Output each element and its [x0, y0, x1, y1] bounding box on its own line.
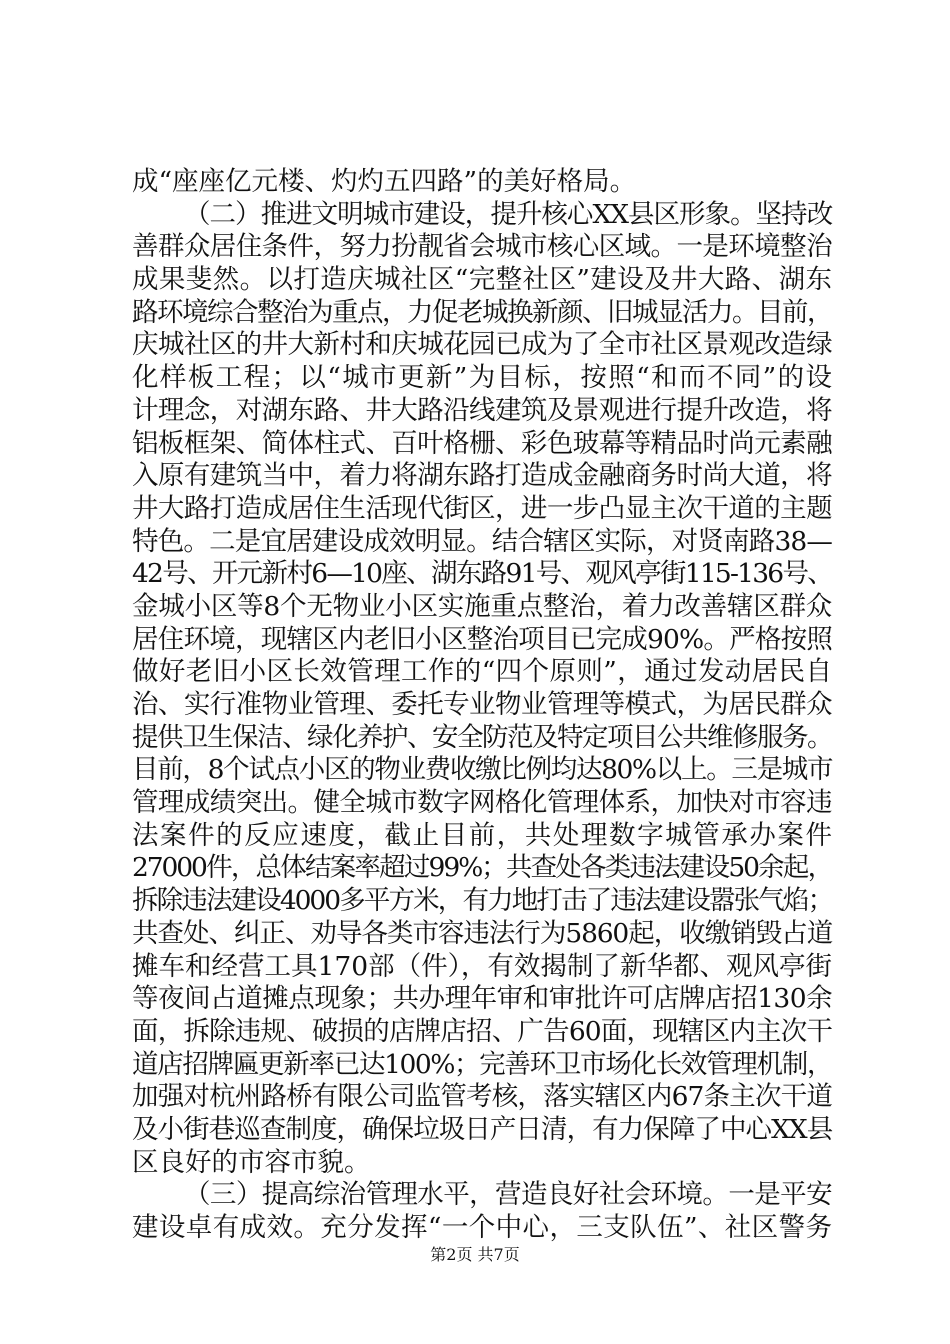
- text-line: 成果斐然。以打造庆城社区“完整社区”建设及井大路、湖东: [132, 264, 832, 296]
- text-line: 27000件，总体结案率超过99%；共查处各类违法建设50余起，: [132, 852, 832, 884]
- text-line: 居住环境，现辖区内老旧小区整治项目已完成90%。严格按照: [132, 623, 832, 655]
- text-line: 等夜间占道摊点现象；共办理年审和审批许可店牌店招130余: [132, 983, 832, 1015]
- text-line: 铝板框架、简体柱式、百叶格栅、彩色玻幕等精品时尚元素融: [132, 427, 832, 459]
- text-line: 井大路打造成居住生活现代街区，进一步凸显主次干道的主题: [132, 492, 832, 524]
- text-line: 计理念，对湖东路、井大路沿线建筑及景观进行提升改造，将: [132, 394, 832, 426]
- page-footer: 第2页 共7页: [430, 1245, 520, 1264]
- text-line: 金城小区等8个无物业小区实施重点整治，着力改善辖区群众: [132, 590, 832, 622]
- text-line: 提供卫生保洁、绿化养护、安全防范及特定项目公共维修服务。: [132, 721, 832, 753]
- text-line: 管理成绩突出。健全城市数字网格化管理体系，加快对市容违: [132, 787, 832, 819]
- document-body: [132, 166, 832, 1245]
- text-line: 拆除违法建设4000多平方米，有力地打击了违法建设嚣张气焰；: [132, 885, 832, 917]
- text-line: 治、实行准物业管理、委托专业物业管理等模式，为居民群众: [132, 689, 832, 720]
- text-line: 善群众居住条件，努力扮靓省会城市核心区域。一是环境整治: [132, 231, 832, 263]
- text-line: （三）提高综治管理水平，营造良好社会环境。一是平安: [184, 1179, 832, 1211]
- text-line: 成“座座亿元楼、灼灼五四路”的美好格局。: [132, 166, 637, 197]
- text-line: 化样板工程；以“城市更新”为目标，按照“和而不同”的设: [132, 362, 832, 394]
- text-line: 庆城社区的井大新村和庆城花园已成为了全市社区景观改造绿: [132, 329, 832, 361]
- text-line: 42号、开元新村6—10座、湖东路91号、观风亭街115-136号、: [132, 558, 832, 590]
- text-line: 加强对杭州路桥有限公司监管考核，落实辖区内67条主次干道: [132, 1081, 832, 1113]
- text-line: 面，拆除违规、破损的店牌店招、广告60面，现辖区内主次干: [132, 1015, 832, 1047]
- text-line: 摊车和经营工具170部（件），有效揭制了新华都、观风亭街: [132, 950, 832, 982]
- text-line: 入原有建筑当中，着力将湖东路打造成金融商务时尚大道，将: [132, 460, 832, 492]
- text-line: 区良好的市容市貌。: [132, 1146, 371, 1178]
- text-line: 及小街巷巡查制度，确保垃圾日产日清，有力保障了中心XX县: [132, 1113, 832, 1145]
- text-line: 做好老旧小区长效管理工作的“四个原则”，通过发动居民自: [132, 656, 832, 688]
- text-line: 建设卓有成效。充分发挥“一个中心，三支队伍”、社区警务: [132, 1212, 832, 1243]
- text-line: 共查处、纠正、劝导各类市容违法行为5860起，收缴销毁占道: [132, 917, 832, 949]
- text-line: 道店招牌匾更新率已达100%；完善环卫市场化长效管理机制，: [132, 1048, 832, 1080]
- text-line: 特色。二是宜居建设成效明显。结合辖区实际，对贤南路38—: [132, 525, 832, 557]
- text-line: 路环境综合整治为重点，力促老城换新颜、旧城显活力。目前，: [132, 296, 832, 328]
- text-line: （二）推进文明城市建设，提升核心XX县区形象。坚持改: [184, 198, 832, 230]
- text-line: 法案件的反应速度，截止目前，共处理数字城管承办案件: [132, 819, 832, 851]
- text-line: 目前，8个试点小区的物业费收缴比例均达80%以上。三是城市: [132, 754, 832, 786]
